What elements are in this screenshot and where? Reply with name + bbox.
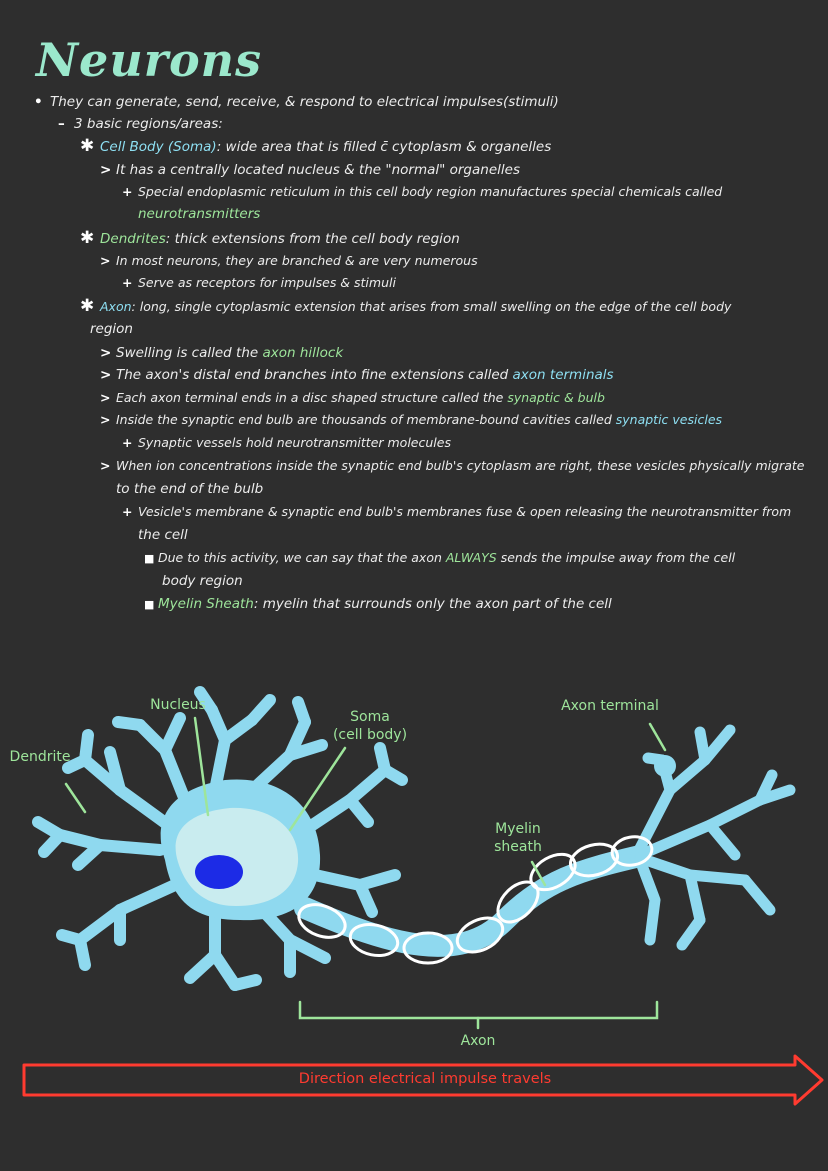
label-axon-terminal: Axon terminal: [561, 698, 659, 714]
term-neurotransmitters: neurotransmitters: [138, 206, 261, 222]
note-line-intro: • They can generate, send, receive, & respond to electrical impulses(stimuli): [34, 94, 559, 110]
note-line-the-cell: the cell: [138, 527, 188, 543]
note-line-nucleus: > It has a centrally located nucleus & the "normal" organelles: [100, 162, 520, 178]
note-line-hillock: > Swelling is called the axon hillock: [100, 345, 344, 361]
arrow-marker: >: [100, 390, 111, 405]
note-line-body-region: body region: [162, 573, 243, 589]
label-nucleus: Nucleus: [150, 697, 206, 713]
bullet-marker: •: [34, 94, 43, 110]
note-line-neurotransmitters: [138, 204, 260, 224]
plus-marker: +: [122, 435, 133, 450]
label-dendrite: Dendrite: [9, 749, 71, 765]
note-line-branched: > In most neurons, they are branched & are very numerous: [100, 251, 478, 271]
note-line-always: ■ Due to this activity, we can say that the axon ALWAYS sends the impulse away from the cell: [144, 548, 735, 569]
term-axon: Axon: [100, 299, 132, 314]
direction-label: Direction electrical impulse travels: [298, 1071, 552, 1087]
synaptic-bulb: [654, 755, 676, 777]
term-synaptic-bulb: synaptic & bulb: [507, 390, 605, 405]
term-synaptic-vesicles: synaptic vesicles: [615, 412, 723, 427]
arrow-marker: >: [100, 367, 112, 383]
label-soma: Soma: [350, 709, 390, 725]
square-marker: ■: [144, 598, 155, 611]
label-myelin: Myelin: [495, 821, 541, 837]
note-line-myelin: ■ Myelin Sheath: myelin that surrounds only the axon part of the cell: [144, 594, 612, 615]
note-line-er: + Special endoplasmic reticulum in this cell body region manufactures special chemicals called: [122, 182, 722, 202]
term-axon-terminals: axon terminals: [512, 367, 614, 383]
note-line-ion: > When ion concentrations inside the synaptic end bulb's cytoplasm are right, these vesicles physically migrate: [100, 456, 804, 476]
label-sheath: sheath: [494, 839, 542, 855]
arrow-marker: >: [100, 345, 112, 361]
note-line-axon: ✱ Axon: long, single cytoplasmic extension that arises from small swelling on the edge of the cell body: [80, 296, 732, 316]
star-marker: ✱: [80, 296, 95, 316]
axon: [305, 856, 640, 946]
star-marker: ✱: [80, 228, 95, 248]
note-line-cell-body: ✱ Cell Body (Soma): wide area that is filled c̄ cytoplasm & organelles: [80, 136, 552, 156]
arrow-marker: >: [100, 458, 111, 473]
arrow-marker: >: [100, 162, 112, 178]
page-title: Neurons: [36, 33, 263, 87]
note-line-terminals: > The axon's distal end branches into fine extensions called axon terminals: [100, 367, 614, 383]
note-line-region: region: [90, 321, 133, 337]
note-line-end-of-bulb: to the end of the bulb: [116, 481, 264, 497]
arrow-marker: >: [100, 412, 111, 427]
star-marker: ✱: [80, 136, 95, 156]
square-marker: ■: [144, 552, 155, 565]
note-line-vesicles: > Inside the synaptic end bulb are thousands of membrane-bound cavities called synaptic vesicles: [100, 410, 722, 430]
dash-marker: –: [58, 116, 65, 132]
note-line-receptors: + Serve as receptors for impulses & stimuli: [122, 273, 396, 293]
note-line-dendrites: ✱ Dendrites: thick extensions from the cell body region: [80, 228, 460, 248]
note-line-bulb: > Each axon terminal ends in a disc shaped structure called the synaptic & bulb: [100, 388, 605, 408]
plus-marker: +: [122, 504, 133, 519]
nucleus-shape: [195, 855, 243, 889]
note-line-regions: – 3 basic regions/areas:: [58, 116, 223, 132]
term-axon-hillock: axon hillock: [262, 345, 344, 361]
label-soma-sub: (cell body): [332, 727, 408, 743]
term-always: ALWAYS: [445, 550, 497, 565]
term-dendrites: Dendrites: [100, 231, 166, 247]
term-cell-body: Cell Body (Soma): [100, 139, 217, 155]
note-line-vessels: + Synaptic vessels hold neurotransmitter molecules: [122, 433, 451, 453]
label-axon: Axon: [460, 1033, 496, 1049]
term-myelin-sheath: Myelin Sheath: [158, 596, 254, 612]
note-line-fuse: + Vesicle's membrane & synaptic end bulb's membranes fuse & open releasing the neurotransmitter from: [122, 502, 791, 522]
plus-marker: +: [122, 184, 133, 199]
arrow-marker: >: [100, 253, 111, 268]
plus-marker: +: [122, 275, 133, 290]
